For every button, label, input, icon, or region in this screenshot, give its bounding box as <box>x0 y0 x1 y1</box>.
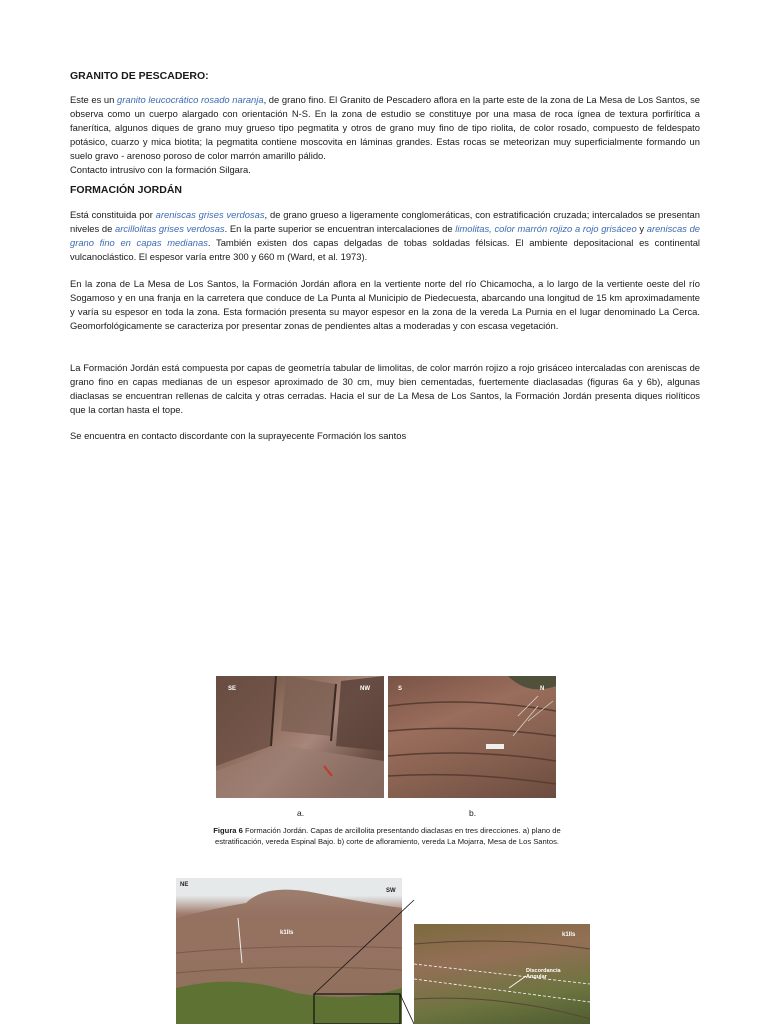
link-granito[interactable]: granito leucocrático rosado naranja <box>117 94 264 105</box>
text: . En la parte superior se encuentran intercalaciones de <box>224 222 456 234</box>
caption-text: Formación Jordán. Capas de arcillolita presentando diaclasas en tres direcciones. a) plano de estratificación, vereda Espinal Bajo. b) corte de afloramiento, vereda La Mojarra, Mesa de Los Santos. <box>214 826 561 846</box>
link-areniscas[interactable]: areniscas grises verdosas <box>155 209 265 220</box>
text: , de grano fino. El Granito de Pescadero aflora en la parte este de la zona de La Mesa de Los Santos, se observa como un cuerpo alargado con orientación N-S. En la zona de estudio se constituye por una masa de roca ígnea de textura porfirítica a fanerítica, algunos diques de grano muy grueso tipo pegmatita y otros de grano muy fino de tipo riolita, de color rosado, compuesto de feldespato potásico, cuarzo y mica biotita; la pegmatita contiene moscovita en láminas grandes. Estas rocas se meteorizan muy superficialmente formando un suelo gravo - arenoso poroso de color marrón amarillo pálido. <box>70 94 700 161</box>
text: , de grano grueso a ligeramente conglomeráticas, con estratificación cruzada; intercalados se presentan niveles de <box>70 209 700 234</box>
text: En la zona de La Mesa de Los Santos, la Formación Jordán aflora en la vertiente norte del río Chicamocha, a lo largo de la vertiente oeste del río Sogamoso y en una franja en la carretera que conduce de La Punta al Municipio de Piedecuesta, abarcando una longitud de 15 km aproximadamente y varía su espesor en toda la zona. Esta formación presenta su mayor espesor en la zona de la vereda La Purnia en el lugar denominado La Cerca. Geomorfológicamente se caracteriza por presentar zonas de pendientes altas a moderadas y con escasa vegetación. <box>70 278 700 331</box>
text: . También existen dos capas delgadas de tobas soldadas félsicas. El ambiente depositacional es continental vulcanoclástico. El espesor varía entre 300 y 660 m (Ward, et al. 1973). <box>70 236 700 262</box>
tag-discordancia: Discordancia Angular <box>526 968 561 980</box>
tag-nw: NW <box>360 686 370 692</box>
tag-unit-left: k1lls <box>280 930 294 936</box>
text: Está constituida por <box>70 209 156 220</box>
contact-note: Contacto intrusivo con la formación Silgara. <box>70 163 251 175</box>
tag-n: N <box>540 686 545 692</box>
link-areniscas-fino[interactable]: areniscas de grano fino en capas medianas <box>70 222 700 248</box>
tag-se: SE <box>228 686 237 692</box>
section-heading-pescadero: GRANITO DE PESCADERO: <box>70 70 209 82</box>
text: y <box>636 222 647 234</box>
figure-label-a: a. <box>297 808 305 818</box>
tag-sw: SW <box>386 888 396 894</box>
tag-s: S <box>398 686 403 692</box>
tag-unit-right: k1lls <box>562 932 576 938</box>
section-heading-jordan: FORMACIÓN JORDÁN <box>70 184 182 196</box>
text: Este es un <box>70 94 118 105</box>
photo-7b <box>414 924 590 1024</box>
figure-label-b: b. <box>469 808 477 818</box>
text: Se encuentra en contacto discordante con la suprayecente Formación los santos <box>70 430 407 441</box>
link-limolitas[interactable]: limolitas, color marrón rojizo a rojo grisáceo <box>455 222 637 234</box>
text: La Formación Jordán está compuesta por capas de geometría tabular de limolitas, de color marrón rojizo a rojo grisáceo intercaladas con areniscas de grano fino en capas medianas de un espesor aproximado de 30 cm, muy bien cementadas, fuertemente diaclasadas (figuras 6a y 6b), algunas diaclasas se encuentran rellenas de calcita y otras cerradas. Hacia el sur de La Mesa de Los Santos, la Formación Jordán presenta diques riolíticos que la cortan hasta el tope. <box>70 362 700 415</box>
caption-label: Figura 6 <box>213 826 243 835</box>
link-arcillolitas[interactable]: arcillolitas grises verdosas <box>115 222 225 234</box>
tag-ne: NE <box>180 882 189 888</box>
